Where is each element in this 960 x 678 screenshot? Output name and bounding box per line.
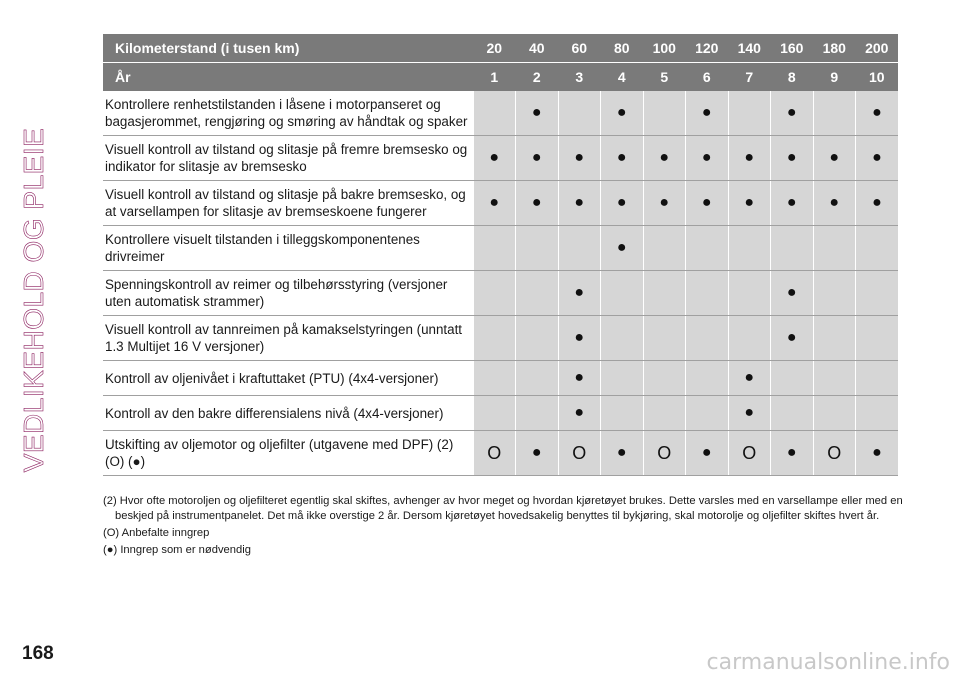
empty-cell bbox=[813, 361, 856, 396]
empty-cell bbox=[473, 316, 516, 361]
required-mark: ● bbox=[771, 431, 814, 476]
required-mark: ● bbox=[516, 431, 559, 476]
required-mark: ● bbox=[686, 431, 729, 476]
footnotes bbox=[103, 494, 903, 560]
required-mark: ● bbox=[856, 91, 899, 136]
required-mark: ● bbox=[771, 91, 814, 136]
empty-cell bbox=[601, 396, 644, 431]
required-mark: ● bbox=[643, 136, 686, 181]
required-mark: ● bbox=[728, 136, 771, 181]
empty-cell bbox=[813, 396, 856, 431]
empty-cell bbox=[728, 91, 771, 136]
required-mark: ● bbox=[856, 136, 899, 181]
empty-cell bbox=[643, 226, 686, 271]
required-mark: ● bbox=[813, 181, 856, 226]
header-km-20: 20 bbox=[473, 34, 516, 63]
empty-cell bbox=[473, 91, 516, 136]
empty-cell bbox=[856, 316, 899, 361]
empty-cell bbox=[771, 226, 814, 271]
header-km-140: 140 bbox=[728, 34, 771, 63]
header-km-100: 100 bbox=[643, 34, 686, 63]
empty-cell bbox=[686, 271, 729, 316]
required-mark: ● bbox=[516, 181, 559, 226]
required-mark: ● bbox=[728, 181, 771, 226]
row-description: Kontrollere renhetstilstanden i låsene i motorpanseret og bagasjerommet, rengjøring og smøring av håndtak og spaker bbox=[103, 91, 473, 136]
header-year-10: 10 bbox=[856, 63, 899, 92]
table-row bbox=[103, 361, 898, 396]
empty-cell bbox=[601, 361, 644, 396]
row-description: Kontroll av den bakre differensialens nivå (4x4-versjoner) bbox=[103, 396, 473, 431]
empty-cell bbox=[643, 361, 686, 396]
header-year-8: 8 bbox=[771, 63, 814, 92]
required-mark: ● bbox=[558, 396, 601, 431]
required-mark: ● bbox=[856, 431, 899, 476]
required-mark: ● bbox=[473, 181, 516, 226]
row-description: Visuell kontroll av tannreimen på kamakselstyringen (unntatt 1.3 Multijet 16 V versjoner) bbox=[103, 316, 473, 361]
empty-cell bbox=[516, 396, 559, 431]
header-km-160: 160 bbox=[771, 34, 814, 63]
table-row bbox=[103, 226, 898, 271]
required-mark: ● bbox=[686, 181, 729, 226]
empty-cell bbox=[473, 271, 516, 316]
table-row bbox=[103, 271, 898, 316]
empty-cell bbox=[473, 361, 516, 396]
empty-cell bbox=[516, 316, 559, 361]
header-year-1: 1 bbox=[473, 63, 516, 92]
empty-cell bbox=[771, 361, 814, 396]
required-mark: ● bbox=[558, 316, 601, 361]
empty-cell bbox=[686, 396, 729, 431]
table-row bbox=[103, 431, 898, 476]
empty-cell bbox=[771, 396, 814, 431]
header-year-9: 9 bbox=[813, 63, 856, 92]
required-mark: ● bbox=[601, 431, 644, 476]
empty-cell bbox=[516, 226, 559, 271]
required-mark: ● bbox=[516, 91, 559, 136]
required-mark: ● bbox=[728, 396, 771, 431]
required-mark: ● bbox=[601, 91, 644, 136]
required-mark: ● bbox=[728, 361, 771, 396]
table-row bbox=[103, 91, 898, 136]
empty-cell bbox=[686, 316, 729, 361]
required-mark: ● bbox=[601, 181, 644, 226]
required-mark: ● bbox=[771, 271, 814, 316]
empty-cell bbox=[813, 316, 856, 361]
page-number: 168 bbox=[22, 643, 54, 664]
empty-cell bbox=[643, 396, 686, 431]
row-description: Spenningskontroll av reimer og tilbehørsstyring (versjoner uten automatisk strammer) bbox=[103, 271, 473, 316]
header-year-2: 2 bbox=[516, 63, 559, 92]
table-row bbox=[103, 136, 898, 181]
header-km-180: 180 bbox=[813, 34, 856, 63]
header-year-5: 5 bbox=[643, 63, 686, 92]
header-km-40: 40 bbox=[516, 34, 559, 63]
table-row bbox=[103, 181, 898, 226]
empty-cell bbox=[856, 361, 899, 396]
required-mark: ● bbox=[771, 136, 814, 181]
footnote-recommended: (O) Anbefalte inngrep bbox=[103, 527, 210, 539]
header-year-6: 6 bbox=[686, 63, 729, 92]
required-mark: ● bbox=[686, 91, 729, 136]
row-description: Kontrollere visuelt tilstanden i tilleggskomponentenes drivreimer bbox=[103, 226, 473, 271]
header-year-4: 4 bbox=[601, 63, 644, 92]
footnote-2: (2) Hvor ofte motoroljen og oljefilteret egentlig skal skiftes, avhenger av hvor meget og hvordan kjøretøyet brukes. Dette varsles med en varsellampe eller med en beskjed på instrumentpanelet. Det må ikke overstige 2 år. Dersom kjøretøyet hovedsakelig benyttes til bykjøring, skal motorolje og oljefilter skiftes hvert år. bbox=[103, 495, 903, 522]
empty-cell bbox=[813, 226, 856, 271]
recommended-mark: O bbox=[643, 431, 686, 476]
header-km-label: Kilometerstand (i tusen km) bbox=[103, 34, 473, 63]
recommended-mark: O bbox=[473, 431, 516, 476]
empty-cell bbox=[601, 316, 644, 361]
empty-cell bbox=[728, 226, 771, 271]
recommended-mark: O bbox=[728, 431, 771, 476]
empty-cell bbox=[728, 316, 771, 361]
required-mark: ● bbox=[813, 136, 856, 181]
empty-cell bbox=[516, 271, 559, 316]
table-row bbox=[103, 396, 898, 431]
table-row bbox=[103, 316, 898, 361]
header-km-80: 80 bbox=[601, 34, 644, 63]
empty-cell bbox=[643, 271, 686, 316]
required-mark: ● bbox=[558, 181, 601, 226]
empty-cell bbox=[856, 396, 899, 431]
header-km-120: 120 bbox=[686, 34, 729, 63]
empty-cell bbox=[686, 361, 729, 396]
header-km-60: 60 bbox=[558, 34, 601, 63]
header-year-3: 3 bbox=[558, 63, 601, 92]
required-mark: ● bbox=[601, 136, 644, 181]
empty-cell bbox=[643, 316, 686, 361]
empty-cell bbox=[813, 91, 856, 136]
footnote-required: (●) Inngrep som er nødvendig bbox=[103, 544, 251, 556]
required-mark: ● bbox=[558, 361, 601, 396]
schedule-body bbox=[103, 91, 898, 476]
required-mark: ● bbox=[771, 316, 814, 361]
required-mark: ● bbox=[558, 136, 601, 181]
header-year-7: 7 bbox=[728, 63, 771, 92]
row-description: Utskifting av oljemotor og oljefilter (utgavene med DPF) (2) (O) (●) bbox=[103, 431, 473, 476]
recommended-mark: O bbox=[558, 431, 601, 476]
required-mark: ● bbox=[473, 136, 516, 181]
empty-cell bbox=[856, 271, 899, 316]
empty-cell bbox=[558, 226, 601, 271]
required-mark: ● bbox=[856, 181, 899, 226]
empty-cell bbox=[473, 226, 516, 271]
header-year-label: År bbox=[103, 63, 473, 92]
empty-cell bbox=[856, 226, 899, 271]
required-mark: ● bbox=[516, 136, 559, 181]
required-mark: ● bbox=[558, 271, 601, 316]
row-description: Kontroll av oljenivået i kraftuttaket (PTU) (4x4-versjoner) bbox=[103, 361, 473, 396]
recommended-mark: O bbox=[813, 431, 856, 476]
header-km-200: 200 bbox=[856, 34, 899, 63]
empty-cell bbox=[473, 396, 516, 431]
empty-cell bbox=[516, 361, 559, 396]
maintenance-schedule-table bbox=[103, 34, 898, 476]
required-mark: ● bbox=[643, 181, 686, 226]
required-mark: ● bbox=[686, 136, 729, 181]
required-mark: ● bbox=[601, 226, 644, 271]
empty-cell bbox=[813, 271, 856, 316]
row-description: Visuell kontroll av tilstand og slitasje på bakre bremsesko, og at varsellampen for slitasje av bremseskoene fungerer bbox=[103, 181, 473, 226]
empty-cell bbox=[558, 91, 601, 136]
empty-cell bbox=[728, 271, 771, 316]
required-mark: ● bbox=[771, 181, 814, 226]
row-description: Visuell kontroll av tilstand og slitasje på fremre bremsesko og indikator for slitasje av bremsesko bbox=[103, 136, 473, 181]
header-row-km bbox=[103, 34, 898, 63]
empty-cell bbox=[643, 91, 686, 136]
empty-cell bbox=[686, 226, 729, 271]
watermark: carmanualsonline.info bbox=[706, 650, 950, 675]
section-side-title-text: VEDLIKEHOLD OG PLEIE bbox=[18, 127, 49, 473]
empty-cell bbox=[601, 271, 644, 316]
header-row-year bbox=[103, 63, 898, 92]
